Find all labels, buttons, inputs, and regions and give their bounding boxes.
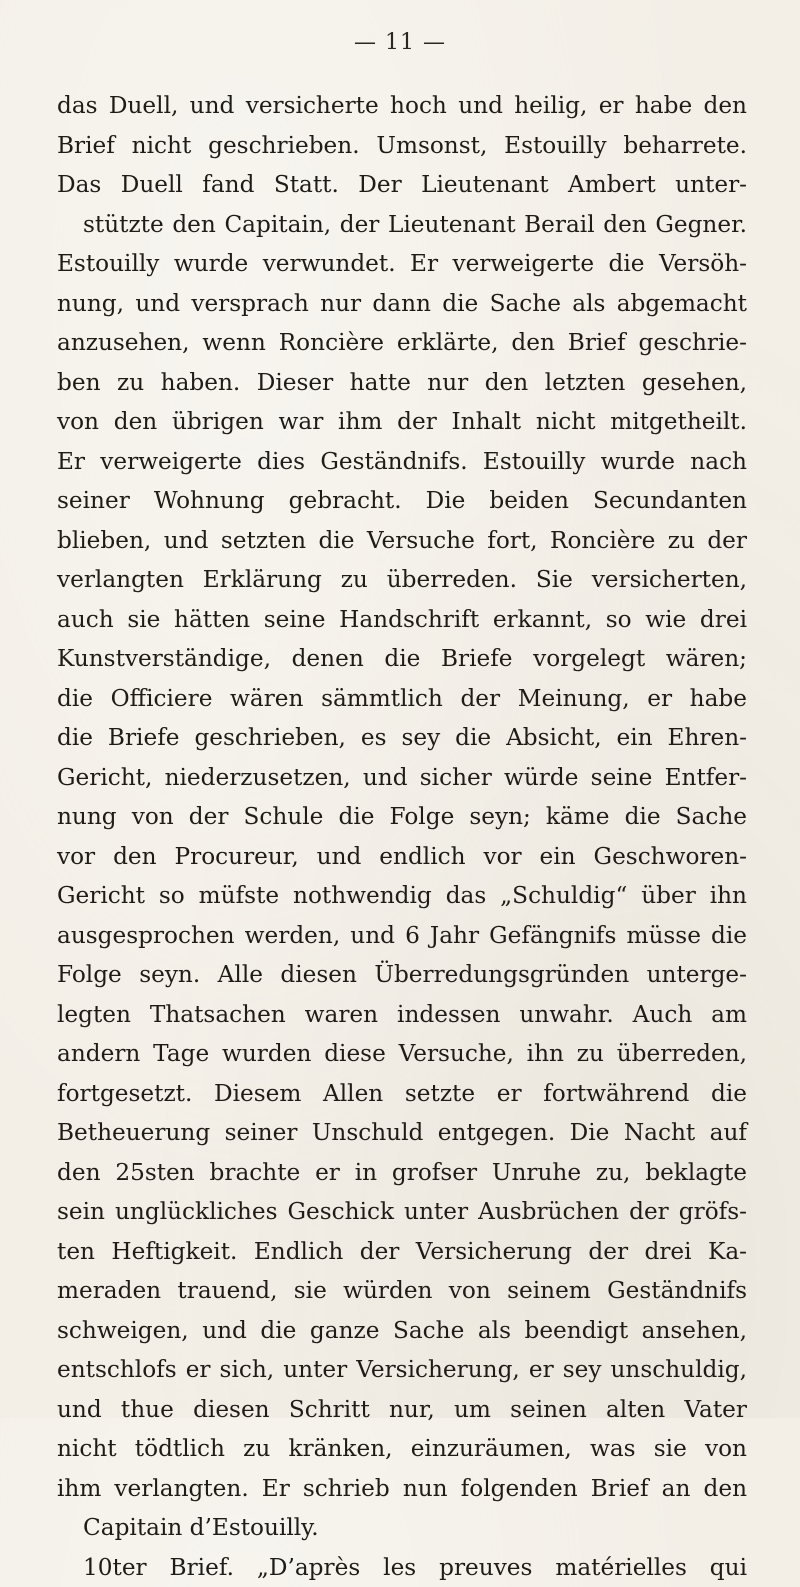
text-line: vor den Procureur, und endlich vor ein Geschworen- [57, 837, 747, 877]
text-line: stützte den Capitain, der Lieutenant Berail den Gegner. [57, 205, 747, 245]
text-line: Das Duell fand Statt. Der Lieutenant Ambert unter- [57, 165, 747, 205]
text-line: Brief nicht geschrieben. Umsonst, Estouilly beharrete. [57, 126, 747, 166]
text-line: seiner Wohnung gebracht. Die beiden Secundanten [57, 481, 747, 521]
text-line: Gericht, niederzusetzen, und sicher würde seine Entfer- [57, 758, 747, 798]
text-line: anzusehen, wenn Roncière erklärte, den Brief geschrie- [57, 323, 747, 363]
text-line: nung von der Schule die Folge seyn; käme die Sache [57, 797, 747, 837]
text-line: meraden trauend, sie würden von seinem Geständnifs [57, 1271, 747, 1311]
text-line: Folge seyn. Alle diesen Überredungsgründen unterge- [57, 955, 747, 995]
text-line: verlangten Erklärung zu überreden. Sie versicherten, [57, 560, 747, 600]
text-line: ten Heftigkeit. Endlich der Versicherung der drei Ka- [57, 1232, 747, 1272]
text-line: Gericht so müfste nothwendig das „Schuldig“ über ihn [57, 876, 747, 916]
body-text [57, 86, 747, 1587]
text-line: nung, und versprach nur dann die Sache als abgemacht [57, 284, 747, 324]
text-line: Estouilly wurde verwundet. Er verweigerte die Versöh- [57, 244, 747, 284]
text-line: Kunstverständige, denen die Briefe vorgelegt wären; [57, 639, 747, 679]
text-line: entschlofs er sich, unter Versicherung, er sey unschuldig, [57, 1350, 747, 1390]
text-line: Betheuerung seiner Unschuld entgegen. Die Nacht auf [57, 1113, 747, 1153]
text-line: die Briefe geschrieben, es sey die Absicht, ein Ehren- [57, 718, 747, 758]
text-line: fortgesetzt. Diesem Allen setzte er fortwährend die [57, 1074, 747, 1114]
page-number-header: — 11 — [0, 30, 800, 55]
text-line: auch sie hätten seine Handschrift erkannt, so wie drei [57, 600, 747, 640]
letter-heading-line: 10ter Brief. „D’après les preuves matérielles qui [57, 1548, 747, 1587]
text-line: schweigen, und die ganze Sache als beendigt ansehen, [57, 1311, 747, 1351]
text-line: und thue diesen Schritt nur, um seinen alten Vater [57, 1390, 747, 1430]
text-line: sein unglückliches Geschick unter Ausbrüchen der gröfs- [57, 1192, 747, 1232]
text-line: Capitain d’Estouilly. [57, 1508, 747, 1548]
text-line: ausgesprochen werden, und 6 Jahr Gefängnifs müsse die [57, 916, 747, 956]
text-line: die Officiere wären sämmtlich der Meinung, er habe [57, 679, 747, 719]
text-line: legten Thatsachen waren indessen unwahr. Auch am [57, 995, 747, 1035]
text-line: ben zu haben. Dieser hatte nur den letzten gesehen, [57, 363, 747, 403]
text-line: andern Tage wurden diese Versuche, ihn zu überreden, [57, 1034, 747, 1074]
text-line: blieben, und setzten die Versuche fort, Roncière zu der [57, 521, 747, 561]
text-line: den 25sten brachte er in grofser Unruhe zu, beklagte [57, 1153, 747, 1193]
text-line: von den übrigen war ihm der Inhalt nicht mitgetheilt. [57, 402, 747, 442]
text-line: ihm verlangten. Er schrieb nun folgenden Brief an den [57, 1469, 747, 1509]
text-line: Er verweigerte dies Geständnifs. Estouilly wurde nach [57, 442, 747, 482]
text-line: nicht tödtlich zu kränken, einzuräumen, was sie von [57, 1429, 747, 1469]
text-line: das Duell, und versicherte hoch und heilig, er habe den [57, 86, 747, 126]
